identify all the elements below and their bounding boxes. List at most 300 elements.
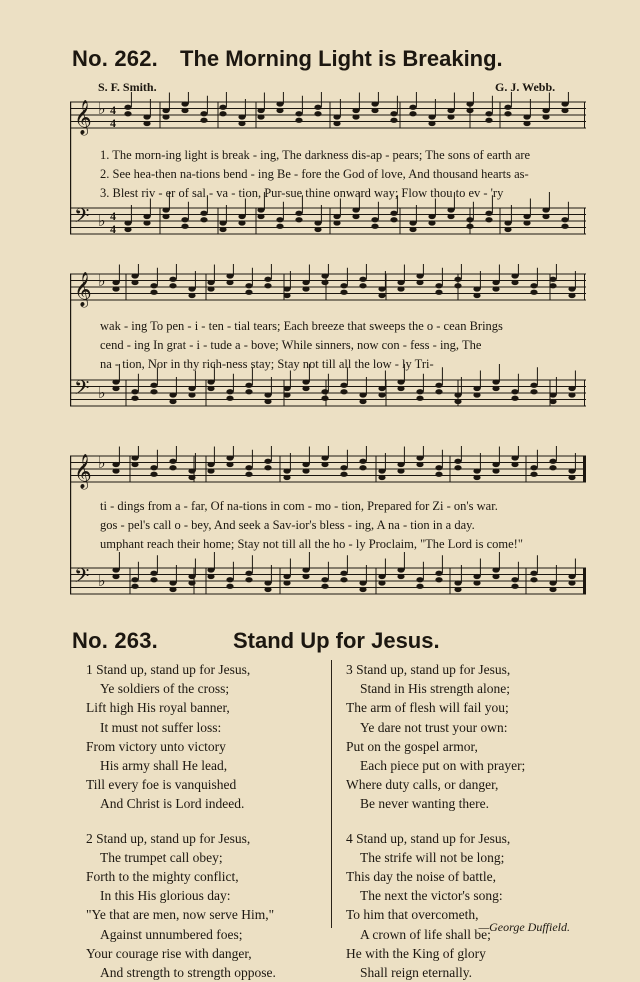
- note-head: [378, 574, 385, 579]
- note-head: [226, 584, 233, 589]
- note-head: [314, 105, 321, 110]
- note-head: [340, 383, 347, 388]
- note-head: [340, 290, 347, 295]
- note-head: [428, 114, 435, 119]
- note-head: [416, 389, 423, 394]
- note-head: [530, 577, 537, 582]
- note-head: [409, 105, 416, 110]
- note-head: [492, 468, 499, 473]
- note-head: [238, 214, 245, 219]
- note-head: [314, 111, 321, 116]
- stanza-line: The arm of flesh will fail you;: [346, 700, 509, 716]
- stanza-4: [346, 829, 525, 982]
- lyric-line: wak - ing To pen - i - ten - tial tears; Each breeze that sweeps the o - cean Brings: [100, 319, 503, 333]
- note-head: [112, 286, 119, 291]
- note-head: [226, 273, 233, 278]
- note-head: [371, 217, 378, 222]
- note-head: [245, 383, 252, 388]
- note-head: [447, 108, 454, 113]
- stanza-line: Forth to the mighty conflict,: [86, 869, 239, 885]
- lyrics-block-1: [100, 146, 586, 203]
- note-head: [549, 392, 556, 397]
- note-head: [447, 214, 454, 219]
- note-head: [257, 108, 264, 113]
- note-head: [162, 114, 169, 119]
- note-head: [397, 468, 404, 473]
- lyricist-credit: S. F. Smith.: [98, 80, 157, 94]
- bass-clef-icon: 𝄢: [74, 564, 90, 592]
- note-head: [112, 567, 119, 572]
- note-head: [238, 220, 245, 225]
- note-head: [454, 277, 461, 282]
- note-head: [549, 587, 556, 592]
- bass-clef-icon: 𝄢: [74, 204, 90, 232]
- lyric-line: 1. The morn-ing light is break - ing, The darkness dis-ap - pears; The sons of earth are: [100, 148, 531, 162]
- note-head: [200, 211, 207, 216]
- note-head: [473, 468, 480, 473]
- note-head: [124, 105, 131, 110]
- note-head: [473, 286, 480, 291]
- note-head: [549, 459, 556, 464]
- stanza-line: His army shall He lead,: [100, 758, 228, 774]
- note-head: [188, 468, 195, 473]
- note-head: [523, 214, 530, 219]
- note-head: [549, 283, 556, 288]
- note-head: [131, 273, 138, 278]
- note-head: [283, 293, 290, 298]
- note-head: [416, 455, 423, 460]
- lyric-line: gos - pel's call o - bey, And seek a Sav-ior's bless - ing, A na - tion in a day.: [100, 518, 475, 532]
- note-head: [283, 286, 290, 291]
- stanza-line: Ye dare not trust your own:: [360, 719, 508, 735]
- note-head: [473, 392, 480, 397]
- note-head: [549, 399, 556, 404]
- note-head: [549, 580, 556, 585]
- note-head: [150, 389, 157, 394]
- note-head: [276, 108, 283, 113]
- note-head: [466, 217, 473, 222]
- note-head: [561, 217, 568, 222]
- stanza-line: Each piece put on with prayer;: [360, 758, 526, 774]
- note-head: [523, 114, 530, 119]
- stanza-2: [86, 829, 276, 982]
- stanza-line: The next the victor's song:: [360, 888, 503, 904]
- stanza-line: 3 Stand up, stand up for Jesus,: [346, 662, 511, 677]
- note-head: [200, 118, 207, 123]
- note-head: [188, 392, 195, 397]
- stanza-line: Be never wanting there.: [360, 796, 489, 812]
- note-head: [542, 108, 549, 113]
- note-head: [485, 217, 492, 222]
- note-head: [131, 396, 138, 401]
- stanza-line: Your courage rise with danger,: [86, 945, 252, 961]
- note-head: [511, 273, 518, 278]
- note-head: [219, 111, 226, 116]
- note-head: [523, 121, 530, 126]
- note-head: [181, 224, 188, 229]
- lyrics-block-3: [100, 497, 586, 554]
- note-head: [124, 227, 131, 232]
- note-head: [226, 396, 233, 401]
- note-head: [359, 580, 366, 585]
- note-head: [435, 465, 442, 470]
- flat-icon: ♭: [98, 211, 106, 230]
- note-head: [435, 383, 442, 388]
- note-head: [257, 214, 264, 219]
- note-head: [264, 399, 271, 404]
- note-head: [150, 290, 157, 295]
- note-head: [207, 386, 214, 391]
- note-head: [340, 571, 347, 576]
- note-head: [112, 574, 119, 579]
- note-head: [409, 111, 416, 116]
- note-head: [150, 472, 157, 477]
- flat-icon: ♭: [98, 99, 106, 118]
- hymn-262-title: The Morning Light is Breaking.: [180, 46, 503, 71]
- note-head: [169, 283, 176, 288]
- stanza-line: Till every foe is vanquished: [86, 777, 237, 793]
- note-head: [359, 277, 366, 282]
- note-head: [207, 379, 214, 384]
- author-signature: —George Duffield.: [478, 920, 570, 934]
- note-head: [188, 580, 195, 585]
- note-head: [150, 465, 157, 470]
- note-head: [549, 465, 556, 470]
- note-head: [245, 290, 252, 295]
- note-head: [321, 462, 328, 467]
- note-head: [378, 293, 385, 298]
- note-head: [428, 121, 435, 126]
- note-head: [378, 286, 385, 291]
- note-head: [359, 459, 366, 464]
- note-head: [568, 293, 575, 298]
- note-head: [492, 462, 499, 467]
- note-head: [162, 108, 169, 113]
- note-head: [124, 111, 131, 116]
- note-head: [276, 217, 283, 222]
- note-head: [340, 465, 347, 470]
- note-head: [390, 118, 397, 123]
- note-head: [295, 217, 302, 222]
- note-head: [188, 475, 195, 480]
- note-head: [435, 389, 442, 394]
- note-head: [492, 379, 499, 384]
- stanza-line: A crown of life shall be;: [360, 926, 491, 942]
- note-head: [454, 283, 461, 288]
- lyric-line: 2. See hea-then na-tions bend - ing Be - fore the God of love, And thousand hearts as-: [100, 167, 529, 181]
- note-head: [131, 389, 138, 394]
- note-head: [257, 114, 264, 119]
- treble-clef-icon: 𝄞: [74, 454, 92, 489]
- stanza-line: From victory unto victory: [86, 738, 226, 754]
- note-head: [371, 101, 378, 106]
- note-head: [435, 283, 442, 288]
- note-head: [530, 465, 537, 470]
- lyric-line: 3. Blest riv - er of sal - va - tion, Pur-sue thine onward way; Flow thou to ev - 'ry: [100, 186, 504, 200]
- note-head: [207, 462, 214, 467]
- note-head: [511, 455, 518, 460]
- note-head: [549, 277, 556, 282]
- note-head: [409, 227, 416, 232]
- note-head: [473, 386, 480, 391]
- note-head: [530, 383, 537, 388]
- note-head: [131, 280, 138, 285]
- stanza-line: In this His glorious day:: [100, 888, 231, 904]
- note-head: [416, 462, 423, 467]
- stanza-line: Shall reign eternally.: [360, 965, 472, 981]
- note-head: [447, 207, 454, 212]
- note-head: [283, 574, 290, 579]
- note-head: [340, 389, 347, 394]
- stanza-line: The trumpet call obey;: [100, 849, 223, 865]
- note-head: [207, 280, 214, 285]
- note-head: [530, 283, 537, 288]
- note-head: [302, 462, 309, 467]
- stanza-3: [346, 660, 525, 814]
- note-head: [112, 386, 119, 391]
- note-head: [264, 587, 271, 592]
- stanza-line: 4 Stand up, stand up for Jesus,: [346, 830, 511, 846]
- column-divider: [331, 660, 332, 928]
- note-head: [295, 111, 302, 116]
- note-head: [352, 207, 359, 212]
- note-head: [245, 472, 252, 477]
- note-head: [397, 574, 404, 579]
- stanza-line: Put on the gospel armor,: [346, 738, 478, 754]
- note-head: [283, 386, 290, 391]
- note-head: [568, 468, 575, 473]
- time-signature-icon: 4: [110, 103, 116, 117]
- note-head: [504, 220, 511, 225]
- note-head: [511, 396, 518, 401]
- note-head: [454, 459, 461, 464]
- note-head: [378, 392, 385, 397]
- note-head: [542, 114, 549, 119]
- note-head: [219, 227, 226, 232]
- note-head: [226, 577, 233, 582]
- time-signature-icon: 4: [110, 116, 116, 130]
- note-head: [466, 101, 473, 106]
- note-head: [359, 465, 366, 470]
- note-head: [530, 389, 537, 394]
- note-head: [169, 459, 176, 464]
- note-head: [340, 577, 347, 582]
- stanza-line: Against unnumbered foes;: [100, 926, 243, 942]
- note-head: [435, 577, 442, 582]
- note-head: [492, 280, 499, 285]
- note-head: [333, 114, 340, 119]
- hymn-263-number: No. 263.: [72, 628, 158, 653]
- note-head: [302, 574, 309, 579]
- note-head: [302, 280, 309, 285]
- note-head: [359, 392, 366, 397]
- note-head: [530, 472, 537, 477]
- stanza-line: 2 Stand up, stand up for Jesus,: [86, 830, 251, 846]
- stanza-line: To him that overcometh,: [346, 907, 479, 923]
- note-head: [302, 286, 309, 291]
- note-head: [473, 574, 480, 579]
- stanza-line: And Christ is Lord indeed.: [100, 796, 245, 812]
- note-head: [226, 280, 233, 285]
- note-head: [568, 580, 575, 585]
- note-head: [181, 108, 188, 113]
- note-head: [283, 392, 290, 397]
- note-head: [283, 475, 290, 480]
- note-head: [561, 101, 568, 106]
- note-head: [371, 224, 378, 229]
- stanza-line: He with the King of glory: [346, 945, 486, 961]
- note-head: [226, 462, 233, 467]
- note-head: [511, 389, 518, 394]
- stanza-line: Where duty calls, or danger,: [346, 777, 499, 793]
- note-head: [169, 465, 176, 470]
- lyric-line: cend - ing In grat - i - tude a - bove; While sinners, now con - fess - ing, The: [100, 338, 482, 352]
- note-head: [131, 462, 138, 467]
- note-head: [561, 224, 568, 229]
- time-signature-icon: 4: [110, 209, 116, 223]
- stanza-line: The strife will not be long;: [360, 849, 505, 865]
- note-head: [568, 392, 575, 397]
- note-head: [530, 290, 537, 295]
- bass-clef-icon: 𝄢: [74, 376, 90, 404]
- note-head: [542, 214, 549, 219]
- stanza-line: This day the noise of battle,: [346, 869, 496, 885]
- note-head: [561, 108, 568, 113]
- stanza-line: Stand in His strength alone;: [360, 681, 510, 697]
- stanza-line: And strength to strength oppose.: [100, 965, 276, 981]
- note-head: [219, 105, 226, 110]
- note-head: [112, 379, 119, 384]
- note-head: [238, 114, 245, 119]
- note-head: [485, 118, 492, 123]
- note-head: [200, 111, 207, 116]
- note-head: [188, 386, 195, 391]
- note-head: [485, 111, 492, 116]
- note-head: [359, 587, 366, 592]
- note-head: [226, 389, 233, 394]
- note-head: [397, 462, 404, 467]
- time-signature-icon: 4: [110, 222, 116, 236]
- note-head: [188, 293, 195, 298]
- note-head: [492, 574, 499, 579]
- note-head: [238, 121, 245, 126]
- flat-icon: ♭: [98, 271, 106, 290]
- note-head: [321, 577, 328, 582]
- lyric-line: ti - dings from a - far, Of na-tions in com - mo - tion, Prepared for Zi - on's war.: [100, 499, 498, 513]
- note-head: [397, 286, 404, 291]
- note-head: [321, 280, 328, 285]
- note-head: [492, 286, 499, 291]
- stanza-line: 1 Stand up, stand up for Jesus,: [86, 662, 251, 677]
- note-head: [504, 227, 511, 232]
- note-head: [276, 224, 283, 229]
- note-head: [454, 587, 461, 592]
- note-head: [390, 211, 397, 216]
- note-head: [378, 475, 385, 480]
- note-head: [568, 386, 575, 391]
- note-head: [245, 283, 252, 288]
- note-head: [511, 577, 518, 582]
- note-head: [466, 108, 473, 113]
- note-head: [169, 587, 176, 592]
- note-head: [188, 574, 195, 579]
- note-head: [454, 465, 461, 470]
- note-head: [124, 220, 131, 225]
- note-head: [333, 214, 340, 219]
- note-head: [169, 277, 176, 282]
- note-head: [390, 217, 397, 222]
- flat-icon: ♭: [98, 571, 106, 590]
- stanza-1: [86, 660, 276, 814]
- lyric-line: umphant reach their home; Stay not till all the ho - ly Proclaim, "The Lord is come!": [100, 537, 523, 551]
- note-head: [321, 273, 328, 278]
- composer-credit: G. J. Webb.: [495, 80, 556, 94]
- note-head: [416, 273, 423, 278]
- note-head: [302, 386, 309, 391]
- note-head: [390, 111, 397, 116]
- note-head: [207, 574, 214, 579]
- note-head: [397, 386, 404, 391]
- hymn-262-number: No. 262.: [72, 46, 158, 71]
- note-head: [226, 455, 233, 460]
- note-head: [511, 584, 518, 589]
- lyric-line: na - tion, Nor in thy rich-ness stay; Stay not till all the low - ly Tri-: [100, 357, 434, 371]
- note-head: [264, 277, 271, 282]
- note-head: [131, 577, 138, 582]
- note-head: [264, 465, 271, 470]
- note-head: [473, 475, 480, 480]
- note-head: [245, 465, 252, 470]
- treble-clef-icon: 𝄞: [74, 100, 92, 135]
- note-head: [416, 584, 423, 589]
- note-head: [359, 399, 366, 404]
- note-head: [131, 584, 138, 589]
- note-head: [397, 280, 404, 285]
- flat-icon: ♭: [98, 383, 106, 402]
- note-head: [257, 207, 264, 212]
- note-head: [416, 280, 423, 285]
- note-head: [143, 214, 150, 219]
- note-head: [169, 392, 176, 397]
- note-head: [340, 283, 347, 288]
- note-head: [112, 462, 119, 467]
- note-head: [340, 472, 347, 477]
- note-head: [473, 580, 480, 585]
- note-head: [378, 580, 385, 585]
- note-head: [295, 118, 302, 123]
- note-head: [568, 475, 575, 480]
- note-head: [416, 577, 423, 582]
- note-head: [264, 580, 271, 585]
- note-head: [245, 571, 252, 576]
- note-head: [568, 286, 575, 291]
- note-head: [150, 577, 157, 582]
- note-head: [435, 571, 442, 576]
- note-head: [143, 121, 150, 126]
- note-head: [511, 280, 518, 285]
- flat-icon: ♭: [98, 453, 106, 472]
- note-head: [397, 379, 404, 384]
- note-head: [321, 584, 328, 589]
- note-head: [466, 224, 473, 229]
- note-head: [333, 121, 340, 126]
- note-head: [143, 220, 150, 225]
- note-head: [264, 392, 271, 397]
- note-head: [321, 389, 328, 394]
- note-head: [371, 108, 378, 113]
- note-head: [219, 220, 226, 225]
- note-head: [530, 571, 537, 576]
